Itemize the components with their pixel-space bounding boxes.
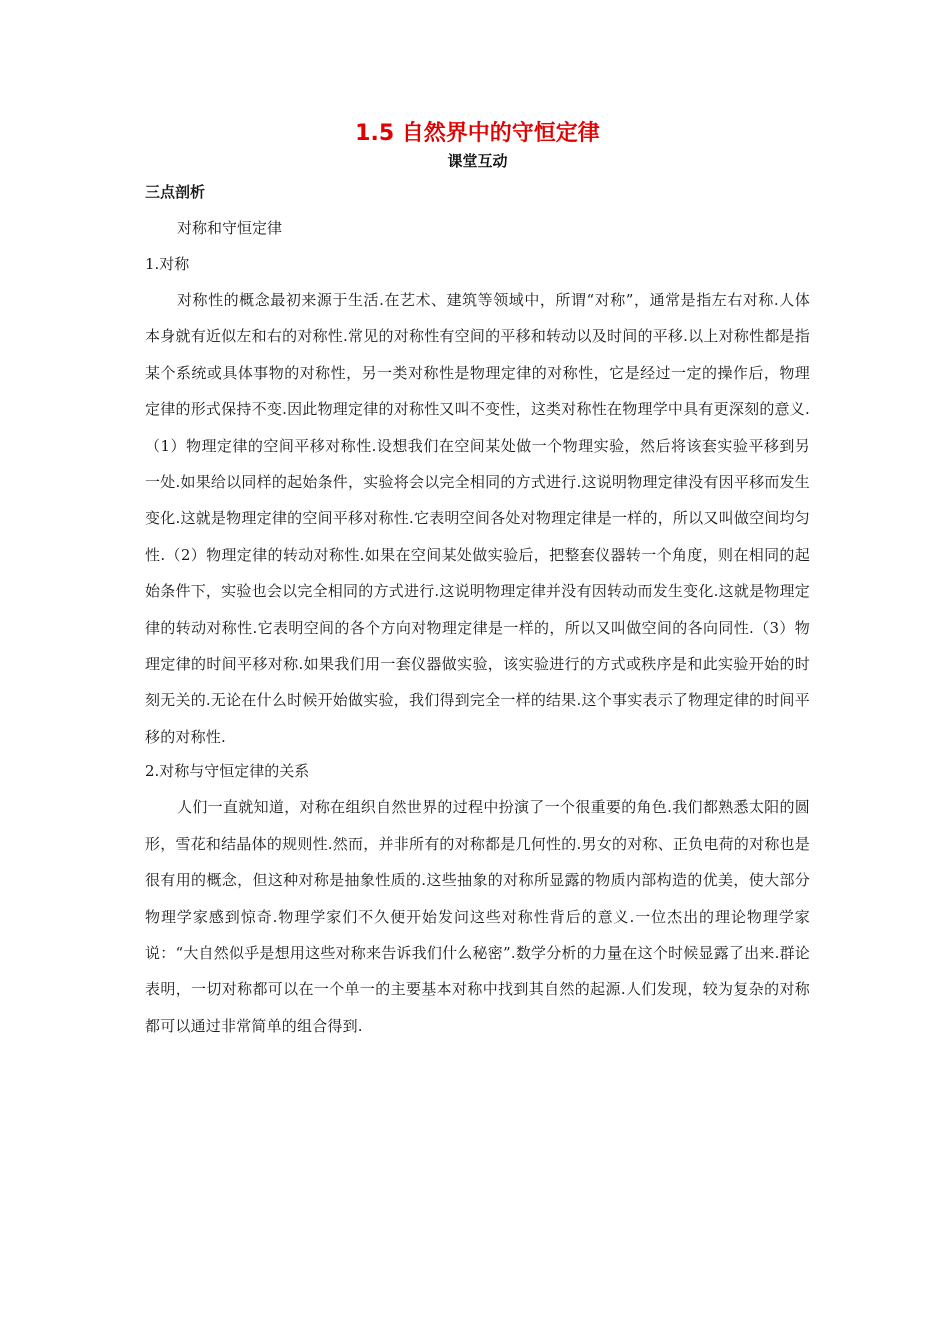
topic-heading: 对称和守恒定律 — [177, 219, 283, 237]
section-heading: 三点剖析 — [145, 183, 206, 201]
subsection-heading-relation: 2.对称与守恒定律的关系 — [145, 762, 310, 781]
document-title: 1.5 自然界中的守恒定律 — [355, 121, 600, 146]
paragraph-relation: 人们一直就知道，对称在组织自然世界的过程中扮演了一个很重要的角色.我们都熟悉太阳的圆形，雪花和结晶体的规则性.然而，并非所有的对称都是几何性的.男女的对称、正负电荷的对称也是很有用的概念，但这种对称是抽象性质的.这些抽象的对称所显露的物质内部构造的优美，使大部分物理学家感到惊奇.物理学家们不久便开始发问这些对称性背后的意义.一位杰出的理论物理学家说：“大自然似乎是想用这些对称来告诉我们什么秘密”.数学分析的力量在这个时候显露了出来.群论表明，一切对称都可以在一个单一的主要基本对称中找到其自然的起源.人们发现，较为复杂的对称都可以通过非常简单的组合得到. — [145, 798, 810, 1035]
paragraph-symmetry: 对称性的概念最初来源于生活.在艺术、建筑等领域中，所谓“对称”，通常是指左右对称.人体本身就有近似左和右的对称性.常见的对称性有空间的平移和转动以及时间的平移.以上对称性都是指某个系统或具体事物的对称性，另一类对称性是物理定律的对称性，它是经过一定的操作后，物理定律的形式保持不变.因此物理定律的对称性又叫不变性，这类对称性在物理学中具有更深刻的意义.（1）物理定律的空间平移对称性.设想我们在空间某处做一个物理实验，然后将该套实验平移到另一处.如果给以同样的起始条件，实验将会以完全相同的方式进行.这说明物理定律没有因平移而发生变化.这就是物理定律的空间平移对称性.它表明空间各处对物理定律是一样的，所以又叫做空间均匀性.（2）物理定律的转动对称性.如果在空间某处做实验后，把整套仪器转一个角度，则在相同的起始条件下，实验也会以完全相同的方式进行.这说明物理定律并没有因转动而发生变化.这就是物理定律的转动对称性.它表明空间的各个方向对物理定律是一样的，所以又叫做空间的各向同性.（3）物理定律的时间平移对称.如果我们用一套仪器做实验，该实验进行的方式或秩序是和此实验开始的时刻无关的.无论在什么时候开始做实验，我们得到完全一样的结果.这个事实表示了物理定律的时间平移的对称性. — [145, 291, 810, 746]
subsection-heading-symmetry: 1.对称 — [145, 255, 190, 273]
document-content — [145, 118, 810, 1048]
document-subtitle: 课堂互动 — [447, 152, 508, 170]
